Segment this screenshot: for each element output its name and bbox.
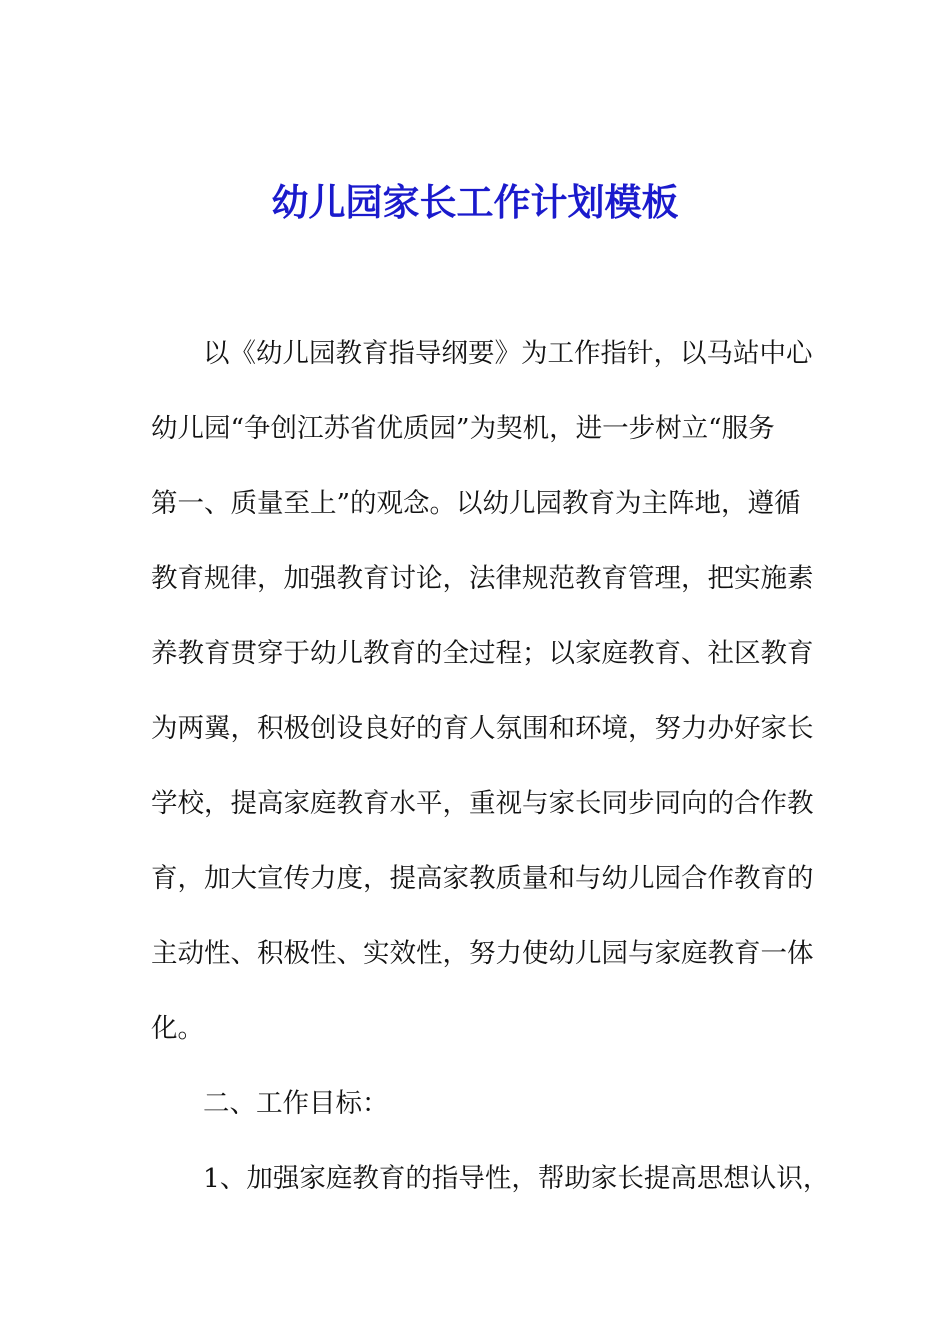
paragraph-line: 幼儿园“争创江苏省优质园”为契机，进一步树立“服务 <box>151 413 775 444</box>
paragraph-line: 学校，提高家庭教育水平，重视与家长同步同向的合作教 <box>151 788 814 819</box>
paragraph-line: 第一、质量至上”的观念。以幼儿园教育为主阵地，遵循 <box>151 488 801 519</box>
list-item: 1、加强家庭教育的指导性，帮助家长提高思想认识， <box>203 1163 830 1194</box>
paragraph-line: 为两翼，积极创设良好的育人氛围和环境，努力办好家长 <box>151 713 814 744</box>
paragraph-line: 以《幼儿园教育指导纲要》为工作指针，以马站中心 <box>203 338 813 369</box>
paragraph-line: 养教育贯穿于幼儿教育的全过程；以家庭教育、社区教育 <box>151 638 814 669</box>
paragraph-line: 化。 <box>151 1013 204 1044</box>
paragraph-line: 主动性、积极性、实效性，努力使幼儿园与家庭教育一体 <box>151 938 814 969</box>
paragraph-line: 育，加大宣传力度，提高家教质量和与幼儿园合作教育的 <box>151 863 814 894</box>
section-heading: 二、工作目标： <box>203 1088 389 1119</box>
document-title: 幼儿园家长工作计划模板 <box>271 180 679 224</box>
paragraph-line: 教育规律，加强教育讨论，法律规范教育管理，把实施素 <box>151 563 814 594</box>
